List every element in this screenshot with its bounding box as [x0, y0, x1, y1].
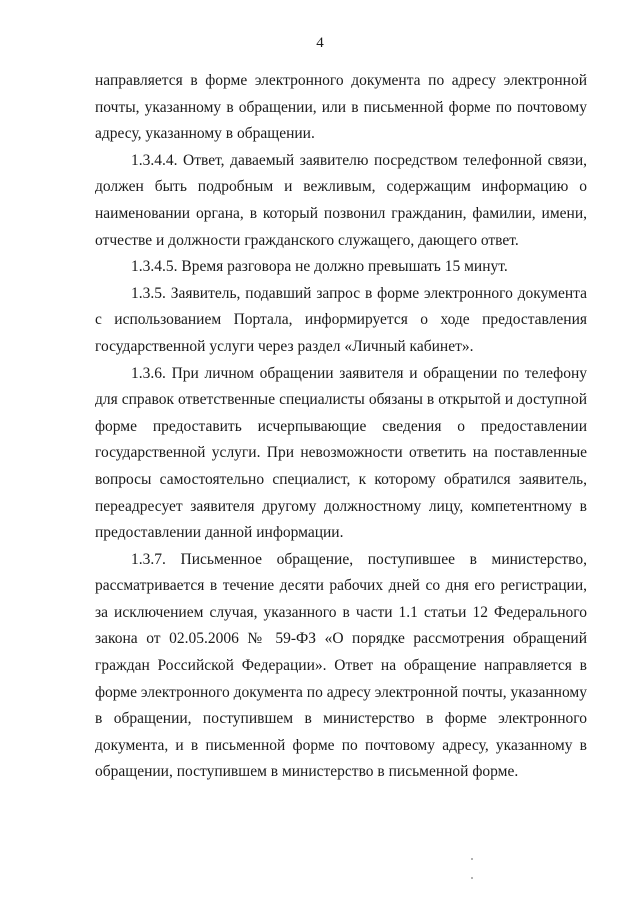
paragraph-1-3-5: 1.3.5. Заявитель, подавший запрос в форме электронного документа с использованием Портала, информируется о ходе предоставления государственной услуги через раздел «Личный кабинет». [95, 284, 587, 355]
scan-speck [471, 858, 473, 860]
paragraph-1-3-4-5: 1.3.4.5. Время разговора не должно превышать 15 минут. [131, 258, 508, 276]
paragraph-1-3-6: 1.3.6. При личном обращении заявителя и обращении по телефону для справок ответственные специалисты обязаны в открытой и доступной форме предоставить исчерпывающие сведения о предоставлении государственной услуги. При невозможности ответить на поставленные вопросы самостоятельно специалист, к которому обратился заявитель, переадресует заявителя другому должностному лицу, компетентному в предоставлении данной информации. [95, 364, 587, 542]
paragraph-1-3-4-4: 1.3.4.4. Ответ, даваемый заявителю посредством телефонной связи, должен быть подробным и вежливым, содержащим информацию о наименовании органа, в который позвонил гражданин, фамилии, имени, отчестве и должности гражданского служащего, дающего ответ. [95, 151, 587, 249]
scan-speck [471, 877, 473, 879]
document-body [95, 68, 587, 786]
paragraph-1-3-7: 1.3.7. Письменное обращение, поступившее в министерство, рассматривается в течение десяти рабочих дней со дня его регистрации, за исключением случая, указанного в части 1.1 статьи 12 Федерального закона от 02.05.2006 № 59-ФЗ «О порядке рассмотрения обращений граждан Российской Федерации». Ответ на обращение направляется в форме электронного документа по адресу электронной почты, указанному в обращении, поступившем в министерство в форме электронного документа, и в письменной форме по почтовому адресу, указанному в обращении, поступившем в министерство в письменной форме. [95, 550, 587, 781]
page-number: 4 [316, 35, 324, 51]
paragraph-continuation: направляется в форме электронного документа по адресу электронной почты, указанному в обращении, или в письменной форме по почтовому адресу, указанному в обращении. [95, 72, 587, 143]
